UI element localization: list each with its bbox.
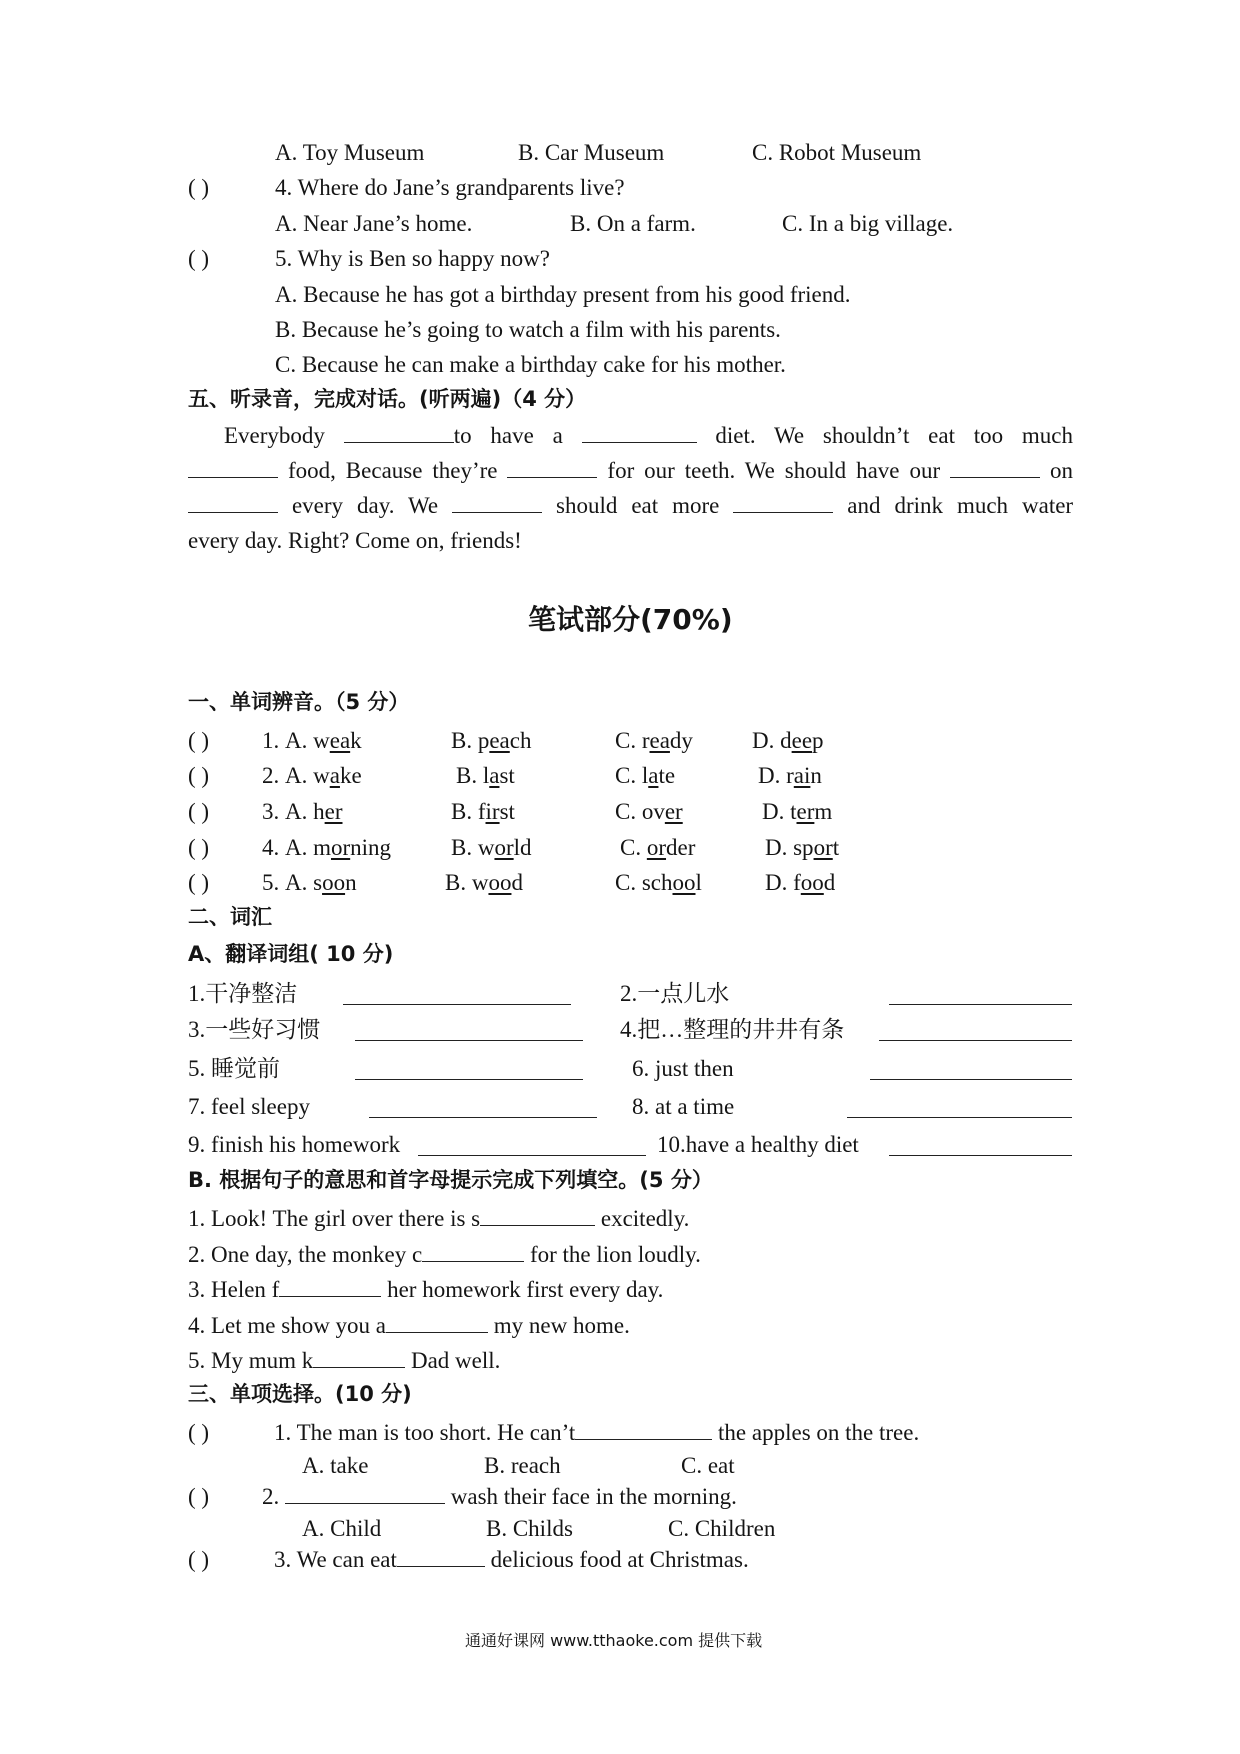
- q5-option-a: A. Because he has got a birthday present from his good friend.: [275, 282, 851, 307]
- choice-2-option-b: B. Childs: [486, 1516, 573, 1541]
- phonics-option: A. wake: [285, 763, 362, 788]
- phonics-option: D. rain: [758, 763, 822, 788]
- phonics-option: C. order: [620, 835, 696, 860]
- choice-paren-3[interactable]: ( ): [188, 1547, 210, 1572]
- q5-option-c: C. Because he can make a birthday cake for his mother.: [275, 352, 786, 377]
- fill-blank-1[interactable]: [480, 1224, 595, 1226]
- phonics-option: A. weak: [285, 728, 362, 753]
- vocab-heading: 二、词汇: [188, 905, 272, 929]
- phonics-option: C. ready: [615, 728, 693, 753]
- q5-question: 5. Why is Ben so happy now?: [275, 246, 550, 271]
- q3-option-a: A. Toy Museum: [275, 140, 425, 165]
- phonics-paren-5[interactable]: ( ): [188, 870, 210, 895]
- fill-sentence-5: 5. My mum k Dad well.: [188, 1348, 501, 1373]
- q4-answer-paren[interactable]: ( ): [188, 175, 210, 200]
- vocab-item-9: 9. finish his homework: [188, 1132, 401, 1157]
- q4-option-b: B. On a farm.: [570, 211, 696, 236]
- fill-sentence-3: 3. Helen f her homework first every day.: [188, 1277, 664, 1302]
- footer-credit: 通通好课网 www.tthaoke.com 提供下载: [465, 1631, 763, 1650]
- choice-1-option-b: B. reach: [484, 1453, 561, 1478]
- written-part-title: 笔试部分(70%): [528, 603, 733, 636]
- q4-option-c: C. In a big village.: [782, 211, 954, 236]
- phonics-paren-4[interactable]: ( ): [188, 835, 210, 860]
- choice-1-option-a: A. take: [302, 1453, 369, 1478]
- choice-2-option-a: A. Child: [302, 1516, 382, 1541]
- phonics-option: D. food: [765, 870, 836, 895]
- vocab-item-4: 4.把…整理的井井有条: [620, 1017, 845, 1042]
- phonics-option: B. first: [451, 799, 515, 824]
- vocab-answer-line-6[interactable]: [870, 1079, 1072, 1080]
- fill-blank-3[interactable]: [279, 1295, 381, 1297]
- q3-option-c: C. Robot Museum: [752, 140, 922, 165]
- choice-question-2: 2. wash their face in the morning.: [262, 1484, 737, 1509]
- section-5-heading: 五、听录音，完成对话。(听两遍)（4 分）: [188, 387, 587, 411]
- vocab-item-5: 5. 睡觉前: [188, 1056, 280, 1081]
- blank-3[interactable]: [188, 476, 278, 478]
- phonics-paren-2[interactable]: ( ): [188, 763, 210, 788]
- q4-option-a: A. Near Jane’s home.: [275, 211, 473, 236]
- choice-1-option-c: C. eat: [681, 1453, 735, 1478]
- choice-paren-1[interactable]: ( ): [188, 1420, 210, 1445]
- blank-4[interactable]: [507, 476, 597, 478]
- choice-question-3: 3. We can eat delicious food at Christmas.: [274, 1547, 749, 1572]
- blank-1[interactable]: [344, 441, 454, 443]
- phonics-heading: 一、单词辨音。（5 分）: [188, 690, 410, 714]
- vocab-answer-line-10[interactable]: [889, 1155, 1072, 1156]
- fill-sentence-1: 1. Look! The girl over there is s excitedly.: [188, 1206, 690, 1231]
- phonics-num-1: 1.: [262, 728, 280, 753]
- choice-question-1: 1. The man is too short. He can’t the apples on the tree.: [274, 1420, 920, 1445]
- vocab-answer-line-8[interactable]: [847, 1117, 1072, 1118]
- passage-line-3: every day. We should eat more and drink much water: [188, 488, 1073, 523]
- choice-heading: 三、单项选择。(10 分): [188, 1382, 412, 1406]
- passage-line-2: food, Because they’re for our teeth. We should have our on: [188, 453, 1073, 488]
- phonics-option: D. term: [762, 799, 833, 824]
- fill-sentence-2: 2. One day, the monkey c for the lion loudly.: [188, 1242, 701, 1267]
- phonics-option: D. deep: [752, 728, 824, 753]
- phonics-paren-3[interactable]: ( ): [188, 799, 210, 824]
- phonics-num-5: 5.: [262, 870, 280, 895]
- phonics-num-4: 4.: [262, 835, 280, 860]
- vocab-answer-line-1[interactable]: [343, 1004, 571, 1005]
- fill-blank-5[interactable]: [313, 1366, 405, 1368]
- phonics-num-3: 3.: [262, 799, 280, 824]
- choice-blank-2[interactable]: [285, 1502, 445, 1504]
- phonics-option: C. school: [615, 870, 702, 895]
- blank-8[interactable]: [733, 511, 833, 513]
- vocab-answer-line-9[interactable]: [418, 1155, 646, 1156]
- q5-answer-paren[interactable]: ( ): [188, 246, 210, 271]
- passage-line-4: every day. Right? Come on, friends!: [188, 528, 522, 553]
- blank-6[interactable]: [188, 511, 278, 513]
- vocab-answer-line-3[interactable]: [355, 1040, 583, 1041]
- phonics-option: A. soon: [285, 870, 357, 895]
- vocab-item-2: 2.一点儿水: [620, 981, 730, 1006]
- blank-2[interactable]: [582, 441, 697, 443]
- phonics-num-2: 2.: [262, 763, 280, 788]
- q4-question: 4. Where do Jane’s grandparents live?: [275, 175, 625, 200]
- phonics-option: D. sport: [765, 835, 840, 860]
- vocab-answer-line-2[interactable]: [889, 1004, 1072, 1005]
- passage-line-1: Everybody to have a diet. We shouldn’t eat too much: [224, 423, 1074, 448]
- phonics-option: B. peach: [451, 728, 532, 753]
- vocab-answer-line-7[interactable]: [369, 1117, 597, 1118]
- vocab-item-3: 3.一些好习惯: [188, 1017, 321, 1042]
- vocab-item-7: 7. feel sleepy: [188, 1094, 310, 1119]
- phonics-option: B. wood: [445, 870, 523, 895]
- choice-blank-3[interactable]: [397, 1565, 485, 1567]
- blank-5[interactable]: [950, 476, 1040, 478]
- phonics-option: A. her: [285, 799, 343, 824]
- choice-paren-2[interactable]: ( ): [188, 1484, 210, 1509]
- vocab-part-b-heading: B. 根据句子的意思和首字母提示完成下列填空。(5 分）: [188, 1168, 713, 1192]
- vocab-part-a-heading: A、翻译词组( 10 分): [188, 942, 394, 966]
- phonics-option: B. last: [456, 763, 515, 788]
- vocab-answer-line-4[interactable]: [879, 1040, 1072, 1041]
- q3-option-b: B. Car Museum: [518, 140, 665, 165]
- phonics-option: B. world: [451, 835, 532, 860]
- vocab-answer-line-5[interactable]: [355, 1079, 583, 1080]
- fill-blank-2[interactable]: [422, 1260, 524, 1262]
- fill-sentence-4: 4. Let me show you a my new home.: [188, 1313, 630, 1338]
- phonics-option: C. late: [615, 763, 676, 788]
- choice-2-option-c: C. Children: [668, 1516, 776, 1541]
- vocab-item-10: 10.have a healthy diet: [657, 1132, 859, 1157]
- blank-7[interactable]: [452, 511, 542, 513]
- q5-option-b: B. Because he’s going to watch a film with his parents.: [275, 317, 781, 342]
- vocab-item-8: 8. at a time: [632, 1094, 735, 1119]
- section-5-passage: [188, 418, 1073, 558]
- phonics-paren-1[interactable]: ( ): [188, 728, 210, 753]
- phonics-option: C. over: [615, 799, 683, 824]
- fill-blank-4[interactable]: [386, 1331, 488, 1333]
- vocab-item-6: 6. just then: [632, 1056, 734, 1081]
- vocab-item-1: 1.干净整洁: [188, 981, 298, 1006]
- choice-blank-1[interactable]: [575, 1438, 712, 1440]
- phonics-option: A. morning: [285, 835, 392, 860]
